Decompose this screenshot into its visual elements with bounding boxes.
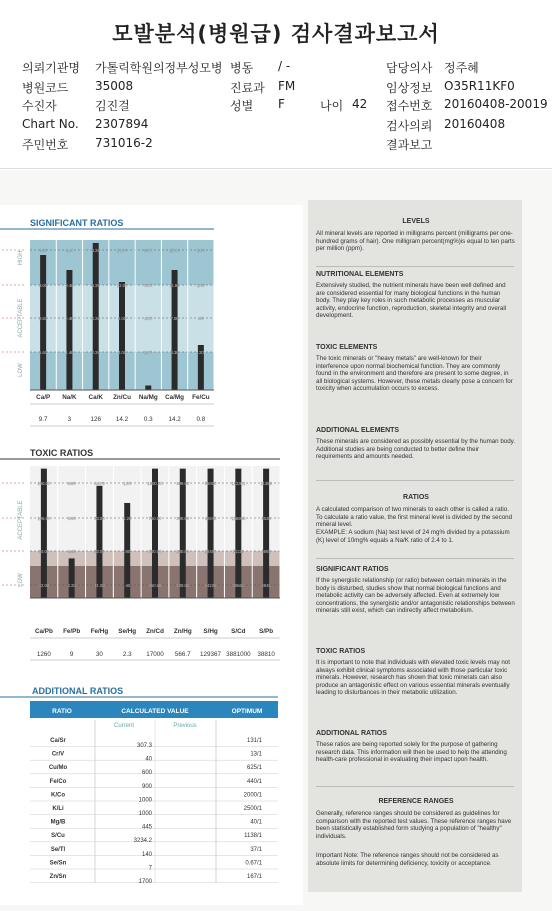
- tick-label: .80: [124, 549, 131, 554]
- field-value: O35R11KF0: [444, 79, 515, 93]
- field-label: 주민번호: [22, 138, 69, 152]
- optimum-value: 0.67/1: [245, 860, 262, 867]
- optimum-value: 37/1: [250, 846, 262, 853]
- field-label: 담당의사: [386, 61, 433, 75]
- zone-band: [30, 240, 214, 285]
- tick-label: 499.00: [176, 481, 190, 486]
- age-label: 나이: [320, 99, 344, 113]
- category-label: Na/K: [62, 394, 77, 401]
- tick-label: 1.00: [123, 481, 132, 486]
- ratio-bar: [119, 282, 125, 390]
- ratio-name: Se/Tl: [50, 846, 66, 853]
- current-value: 3234.2: [133, 838, 152, 845]
- tick-label: 71123: [232, 549, 245, 554]
- previous-subheader: Previous: [173, 723, 197, 729]
- field-value: 정주혜: [444, 61, 479, 75]
- levels-text: All mineral levels are reported in milligrams percent (milligrams per one-hundred grams of hair). One milligram percent(mg%)is equal to ten parts per million (ppm).: [316, 230, 515, 253]
- current-value: 7: [148, 865, 152, 872]
- tick-label: 22.00: [94, 549, 105, 554]
- field-label: 병원코드: [22, 81, 69, 95]
- value-label: 3: [67, 416, 72, 423]
- field-label: 검사의뢰: [386, 119, 433, 133]
- optimum-value: 440/1: [246, 778, 262, 785]
- current-value: 900: [141, 783, 152, 790]
- additional-ratios-text: These ratios are being reported solely for the purpose of gathering research data. This information will then be used to help the attending health-care professional in evaluating their impact upon health.: [316, 741, 507, 764]
- additional-ratios-heading: ADDITIONAL RATIOS: [32, 686, 124, 696]
- tick-label: 8.00: [117, 316, 127, 321]
- category-label: Ca/Pb: [34, 628, 53, 635]
- tick-label: 1.20: [123, 516, 132, 521]
- ratio-name: Mg/B: [50, 819, 66, 826]
- ratio-name: Se/Sn: [49, 860, 67, 867]
- zone-label: LOW: [18, 363, 24, 377]
- ratio-name: Fe/Co: [49, 778, 67, 785]
- category-label: Fe/Cu: [192, 394, 210, 401]
- tick-label: 8.80: [67, 481, 76, 486]
- tick-label: 142301: [231, 481, 246, 486]
- ratio-bar: [96, 486, 102, 598]
- additional-elements-title: ADDITIONAL ELEMENTS: [316, 427, 400, 434]
- tick-label: 8.00: [144, 248, 153, 253]
- ratio-name: S/Cu: [51, 833, 65, 840]
- tick-label: 84.00: [38, 549, 50, 554]
- value-label: 0.3: [143, 416, 153, 423]
- category-label: S/Hg: [203, 628, 218, 635]
- ratio-bar: [66, 270, 72, 390]
- current-subheader: Current: [113, 723, 135, 729]
- toxic-ratios-title: TOXIC RATIOS: [30, 448, 94, 458]
- levels-title: LEVELS: [402, 218, 430, 225]
- tick-label: 4.40: [65, 248, 74, 253]
- ratio-bar: [40, 255, 46, 390]
- tick-label: 33.00: [94, 516, 105, 521]
- zone-label: ACCEPTABLE: [18, 298, 24, 338]
- tick-label: 4.80: [39, 248, 48, 253]
- current-value: 1700: [138, 879, 152, 885]
- tick-label: 11.60: [169, 283, 180, 288]
- value-label: 129367: [200, 651, 222, 658]
- tick-label: 100.00: [176, 583, 190, 588]
- tick-label: 2.00: [144, 350, 153, 355]
- category-label: Zn/Cu: [113, 394, 131, 401]
- tick-label: 42.00: [38, 583, 50, 588]
- tick-label: 160.00: [37, 481, 51, 486]
- ratio-name: K/Li: [52, 806, 64, 812]
- field-value: FM: [278, 79, 296, 93]
- value-label: 38810: [257, 651, 275, 658]
- optimum-value: 13/1: [250, 751, 262, 758]
- field-value: / -: [278, 59, 291, 73]
- category-label: Zn/Hg: [173, 628, 192, 635]
- field-label: 병동: [230, 61, 254, 75]
- tick-label: 15.03: [169, 248, 180, 253]
- zone-label: HIGH: [18, 250, 24, 266]
- ratio-name: Cu/Mo: [48, 765, 68, 772]
- optimum-value: 625/1: [246, 765, 262, 772]
- tick-label: 35562: [232, 583, 245, 588]
- value-label: 0.8: [196, 416, 206, 423]
- field-label: 임상정보: [386, 81, 433, 95]
- field-label: 진료과: [230, 81, 265, 95]
- ratio-bar: [172, 270, 178, 390]
- category-label: Zn/Cd: [146, 628, 164, 635]
- value-label: 14.2: [115, 416, 129, 423]
- field-label: 결과보고: [386, 138, 433, 152]
- tick-label: 300.00: [176, 516, 190, 521]
- value-label: 2.3: [122, 651, 132, 658]
- tick-label: 750.00: [148, 516, 162, 521]
- field-value: 731016-2: [95, 136, 153, 150]
- category-label: Ca/P: [36, 394, 51, 401]
- value-label: 9.7: [38, 416, 48, 423]
- nutritional-title: NUTRITIONAL ELEMENTS: [316, 271, 404, 278]
- category-label: Ca/K: [88, 394, 103, 401]
- toxic-elements-text: The toxic minerals or "heavy metals" are well-known for their interference upon normal biochemical function. They are commonly found in the environment and therefore are present to some degree, in all biological systems. However, these metals clearly pose a concern for toxicity when accumulation occurs to excess.: [316, 355, 513, 393]
- value-label: 126: [90, 416, 101, 423]
- tick-label: 11389: [260, 481, 272, 486]
- age-value: 42: [352, 97, 368, 111]
- tick-label: 7.00: [170, 316, 179, 321]
- tick-label: 1.40: [65, 350, 74, 355]
- value-label: 1260: [36, 651, 51, 658]
- tick-label: 4.26: [91, 316, 100, 321]
- tick-label: 16.00: [116, 248, 128, 253]
- field-label: 의뢰기관명: [22, 61, 80, 75]
- ratio-bar: [263, 469, 269, 598]
- tick-label: .90: [197, 316, 204, 321]
- tick-label: .20: [197, 350, 204, 355]
- value-label: 3881000: [226, 651, 251, 658]
- ratio-bar: [180, 469, 186, 598]
- tick-label: 4.00: [144, 316, 153, 321]
- current-value: 140: [141, 851, 152, 858]
- field-label: 성별: [230, 99, 254, 113]
- category-label: S/Cd: [231, 628, 246, 635]
- ratio-column-header: RATIO: [52, 708, 72, 715]
- ratio-bar: [152, 469, 158, 598]
- tick-label: 6.00: [144, 283, 153, 288]
- ratio-bar: [69, 558, 75, 598]
- calculated-column-header: CALCULATED VALUE: [121, 708, 189, 715]
- tick-label: 6.60: [67, 516, 76, 521]
- current-value: 307.3: [136, 743, 152, 749]
- tick-label: 126.00: [37, 516, 51, 521]
- optimum-value: 2500/1: [243, 806, 262, 812]
- category-label: Na/Mg: [138, 394, 158, 401]
- tick-label: 6.26: [91, 248, 100, 253]
- ratios-example: EXAMPLE: A sodium (Na) test level of 24 mg% divided by a potassium (K) level of 10mg% equals a Na/K ratio of 2.4 to 1.: [316, 529, 510, 544]
- optimum-value: 1138/1: [244, 833, 262, 840]
- value-label: 14.2: [168, 416, 181, 423]
- tick-label: 4.40: [67, 549, 76, 554]
- additional-elements-text: These minerals are considered as possibly essential by the human body. Additional studies are being conducted to better define their requirements and amounts needed.: [316, 438, 516, 461]
- reference-ranges-text: Generally, reference ranges should be considered as guidelines for comparison with the reported test values. These reference ranges have been statistically established form studying a population of "healthy" individuals.: [316, 810, 512, 840]
- tick-label: 1900.00: [147, 481, 163, 486]
- field-value: 20160408-20019: [444, 97, 548, 111]
- ratio-name: K/Co: [51, 792, 65, 799]
- ratio-bar: [235, 469, 241, 598]
- tick-label: 2.30: [196, 248, 205, 253]
- field-value: 35008: [95, 79, 134, 93]
- current-value: 600: [141, 770, 152, 777]
- field-value: 김진걸: [95, 99, 130, 113]
- tick-label: 106695: [231, 516, 246, 521]
- category-label: Ca/Mg: [165, 394, 185, 401]
- tick-label: 5.26: [91, 283, 100, 288]
- field-value: F: [278, 97, 285, 111]
- optimum-value: 2000/1: [243, 792, 262, 799]
- category-label: Fe/Hg: [90, 628, 109, 635]
- tick-label: 3.40: [65, 283, 74, 288]
- tick-label: 11.00: [94, 583, 105, 588]
- tick-label: 1.60: [196, 283, 205, 288]
- significant-ratios-title: SIGNIFICANT RATIOS: [316, 566, 389, 573]
- value-label: 566.7: [174, 651, 191, 658]
- ratio-bar: [145, 386, 151, 391]
- category-label: S/Pb: [259, 628, 274, 635]
- field-value: 가톨릭학원의정부성모병: [95, 61, 223, 75]
- field-value: 2307894: [95, 117, 149, 131]
- tick-label: 2.26: [91, 350, 100, 355]
- toxic-ratios-text: It is important to note that individuals with elevated toxic levels may not always exhibit clinical symptoms associated with those particular toxic minerals. However, research has shown that toxic minerals can also produce an antagonistic effect on various essential minerals eventually leading to disturbances in their metabolic utilization.: [316, 659, 510, 697]
- optimum-value: 167/1: [246, 874, 262, 880]
- value-label: 9: [69, 651, 74, 658]
- tick-label: 42675: [204, 516, 217, 521]
- category-label: Se/Hg: [118, 628, 137, 635]
- tick-label: 12.00: [116, 283, 128, 288]
- significant-ratios-text: If the synergistic relationship (or ratio) between certain minerals in the body is disturbed, studies show that normal biological functions and metabolic activity can be adversely affected. Even at extremely low concentrations, the synergistic and/or antagonistic relationships between minerals still exist, which can indirectly affect metabolism.: [316, 577, 515, 615]
- tick-label: 250.00: [148, 583, 162, 588]
- tick-label: 2.20: [67, 583, 76, 588]
- tick-label: 28450: [204, 549, 217, 554]
- optimum-column-header: OPTIMUM: [231, 708, 263, 715]
- tick-label: 14225: [204, 583, 217, 588]
- tick-label: 500.00: [148, 549, 162, 554]
- tick-label: 3.30: [170, 350, 179, 355]
- tick-label: 5692: [261, 549, 271, 554]
- significant-ratios-title: SIGNIFICANT RATIOS: [30, 218, 124, 228]
- additional-ratios-title: ADDITIONAL RATIOS: [316, 730, 387, 737]
- optimum-value: 131/1: [246, 738, 262, 744]
- optimum-value: 40/1: [250, 819, 262, 826]
- zone-label: LOW: [18, 573, 24, 587]
- tick-label: 2.40: [65, 316, 74, 321]
- field-value: 20160408: [444, 117, 506, 131]
- tick-label: 2846: [261, 583, 271, 588]
- field-label: 수진자: [22, 99, 57, 113]
- tick-label: 1.60: [39, 350, 48, 355]
- important-note: Important Note: The reference ranges should not be considered as absolute limits for determining deficiency, toxicity or acceptance.: [316, 852, 499, 867]
- tick-label: 200.00: [176, 549, 190, 554]
- tick-label: 2.60: [39, 316, 48, 321]
- ratio-bar: [208, 469, 214, 598]
- report-title: 모발분석(병원급) 검사결과보고서: [112, 22, 440, 46]
- ratios-title: RATIOS: [403, 494, 429, 501]
- zone-label: ACCEPTABLE: [18, 500, 24, 540]
- ratio-name: Cr/V: [51, 751, 65, 758]
- ratio-name: Ca/Sr: [50, 738, 66, 744]
- tick-label: 44.00: [94, 481, 105, 486]
- category-label: Fe/Pb: [63, 628, 81, 635]
- toxic-elements-title: TOXIC ELEMENTS: [316, 344, 378, 351]
- ratios-text: A calculated comparison of two minerals to each other is called a ratio. To calculate a ratio value, the first mineral level is divided by the second mineral level.: [316, 506, 513, 529]
- ratio-bar: [41, 469, 47, 598]
- tick-label: 3.00: [39, 283, 48, 288]
- field-label: Chart No.: [22, 117, 79, 131]
- value-label: 17000: [146, 651, 164, 658]
- current-value: 1000: [138, 811, 152, 817]
- current-value: 40: [145, 756, 152, 763]
- field-label: 접수번호: [386, 99, 433, 113]
- tick-label: .40: [124, 583, 131, 588]
- reference-ranges-title: REFERENCE RANGES: [378, 798, 454, 805]
- tick-label: 56900: [204, 481, 217, 486]
- tick-label: 8538: [261, 516, 271, 521]
- toxic-ratios-title: TOXIC RATIOS: [316, 648, 366, 655]
- tick-label: 4.00: [117, 350, 127, 355]
- nutritional-text: Extensively studied, the nutrient minerals have been well defined and are considered essential for many biological functions in the human body. They play key roles in such metabolic processes as muscular activity, endocrine function, reproduction, skeletal integrity and overall development.: [316, 282, 507, 320]
- current-value: 445: [141, 824, 152, 831]
- ratio-name: Zn/Sn: [49, 874, 67, 880]
- value-label: 30: [95, 651, 103, 658]
- current-value: 1000: [138, 797, 152, 804]
